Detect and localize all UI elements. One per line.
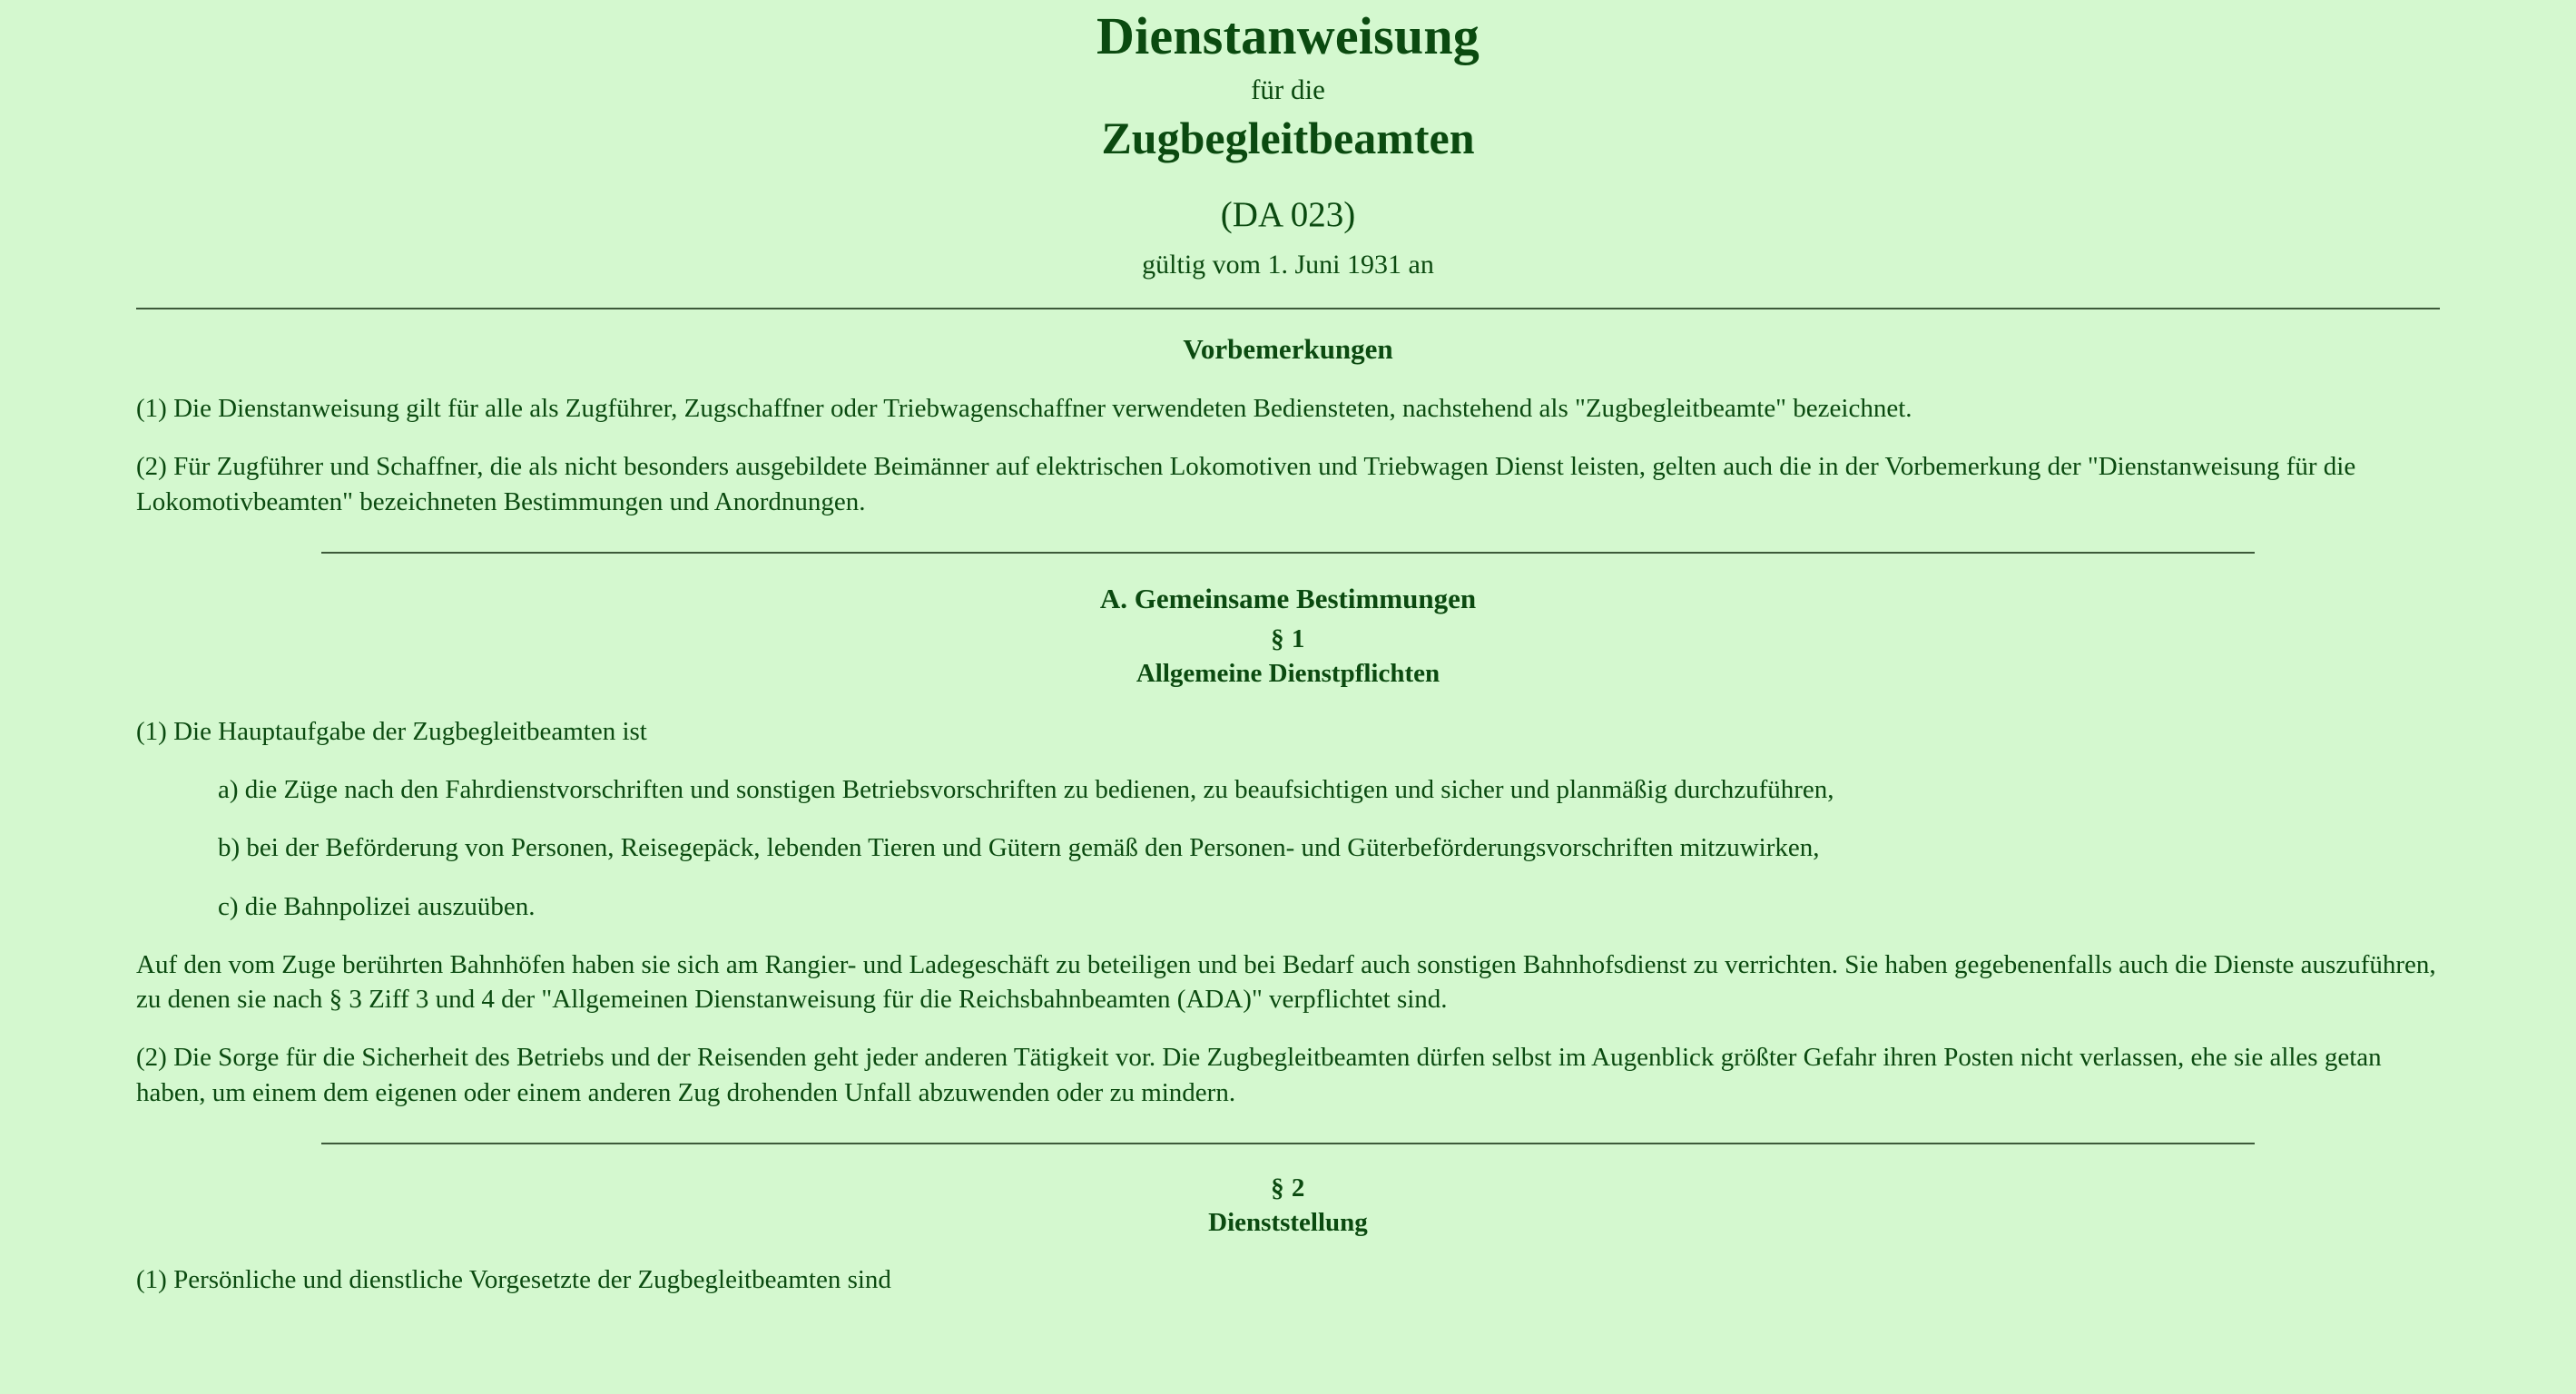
paragraph-1-clause-2: (2) Die Sorge für die Sicherheit des Betriebs und der Reisenden geht jeder anderen Tätigkeit vor. Die Zugbegleitbeamten dürfen selbst im Augenblick größter Gefahr ihren Posten nicht verlassen, ehe sie alles getan haben, um einem dem eigenen oder einem anderen Zug drohenden Unfall abzuwenden oder zu mindern. [136,1043,2382,1107]
section-a-heading: A. Gemeinsame Bestimmungen [1099,582,1477,614]
paragraph-1-number: § 1 [1271,624,1305,654]
paragraph-2-title: Dienststellung [1208,1208,1368,1238]
document-validity: gültig vom 1. Juni 1931 an [1142,249,1434,280]
list-item: c) die Bahnpolizei auszuüben. [218,891,536,921]
list-item: a) die Züge nach den Fahrdienstvorschriften und sonstigen Betriebsvorschriften zu bedienen, zu beaufsichtigen und sicher und planmäßig durchzuführen, [218,775,1834,804]
paragraph-1-after-items: Auf den vom Zuge berührten Bahnhöfen haben sie sich am Rangier- und Ladegeschäft zu beteiligen und bei Bedarf auch sonstigen Bahnhofsdienst zu verrichten. Sie haben gegebenenfalls auch die Dienste auszuführen, zu denen sie nach § 3 Ziff 3 und 4 der "Allgemeinen Dienstanweisung für die Reichsbahnbeamten (ADA)" verpflichtet sind. [136,949,2436,1015]
preliminary-paragraph-1: (1) Die Dienstanweisung gilt für alle als Zugführer, Zugschaffner oder Triebwagenschaffner verwendeten Bediensteten, nachstehend als "Zugbegleitbeamte" bezeichnet. [136,394,1912,424]
preliminary-paragraph-2: (2) Für Zugführer und Schaffner, die als nicht besonders ausgebildete Beimänner auf elektrischen Lokomotiven und Triebwagen Dienst leisten, gelten auch die in der Vorbemerkung der "Dienstanweisung für die Lokomotivbeamten" bezeichneten Bestimmungen und Anordnungen. [136,452,2356,516]
paragraph-1-title: Allgemeine Dienstpflichten [1136,659,1440,689]
paragraph-1-intro: (1) Die Hauptaufgabe der Zugbegleitbeamten ist [136,716,647,746]
section-divider-2 [321,1143,2255,1144]
section-divider-1 [321,552,2255,554]
paragraph-2-intro: (1) Persönliche und dienstliche Vorgesetzte der Zugbegleitbeamten sind [136,1265,891,1295]
paragraph-2-number: § 2 [1271,1173,1305,1203]
page-subtitle: Zugbegleitbeamten [1101,113,1475,164]
list-item: b) bei der Beförderung von Personen, Reisegepäck, lebenden Tieren und Gütern gemäß den Personen- und Güterbeförderungsvorschriften mitzuwirken, [218,833,1820,863]
page-title: Dienstanweisung [1096,6,1480,65]
preliminary-heading: Vorbemerkungen [1183,332,1393,365]
document-header [136,0,2440,284]
document-code: (DA 023) [1220,195,1356,235]
title-connector: für die [1251,73,1325,105]
header-divider [136,308,2440,309]
